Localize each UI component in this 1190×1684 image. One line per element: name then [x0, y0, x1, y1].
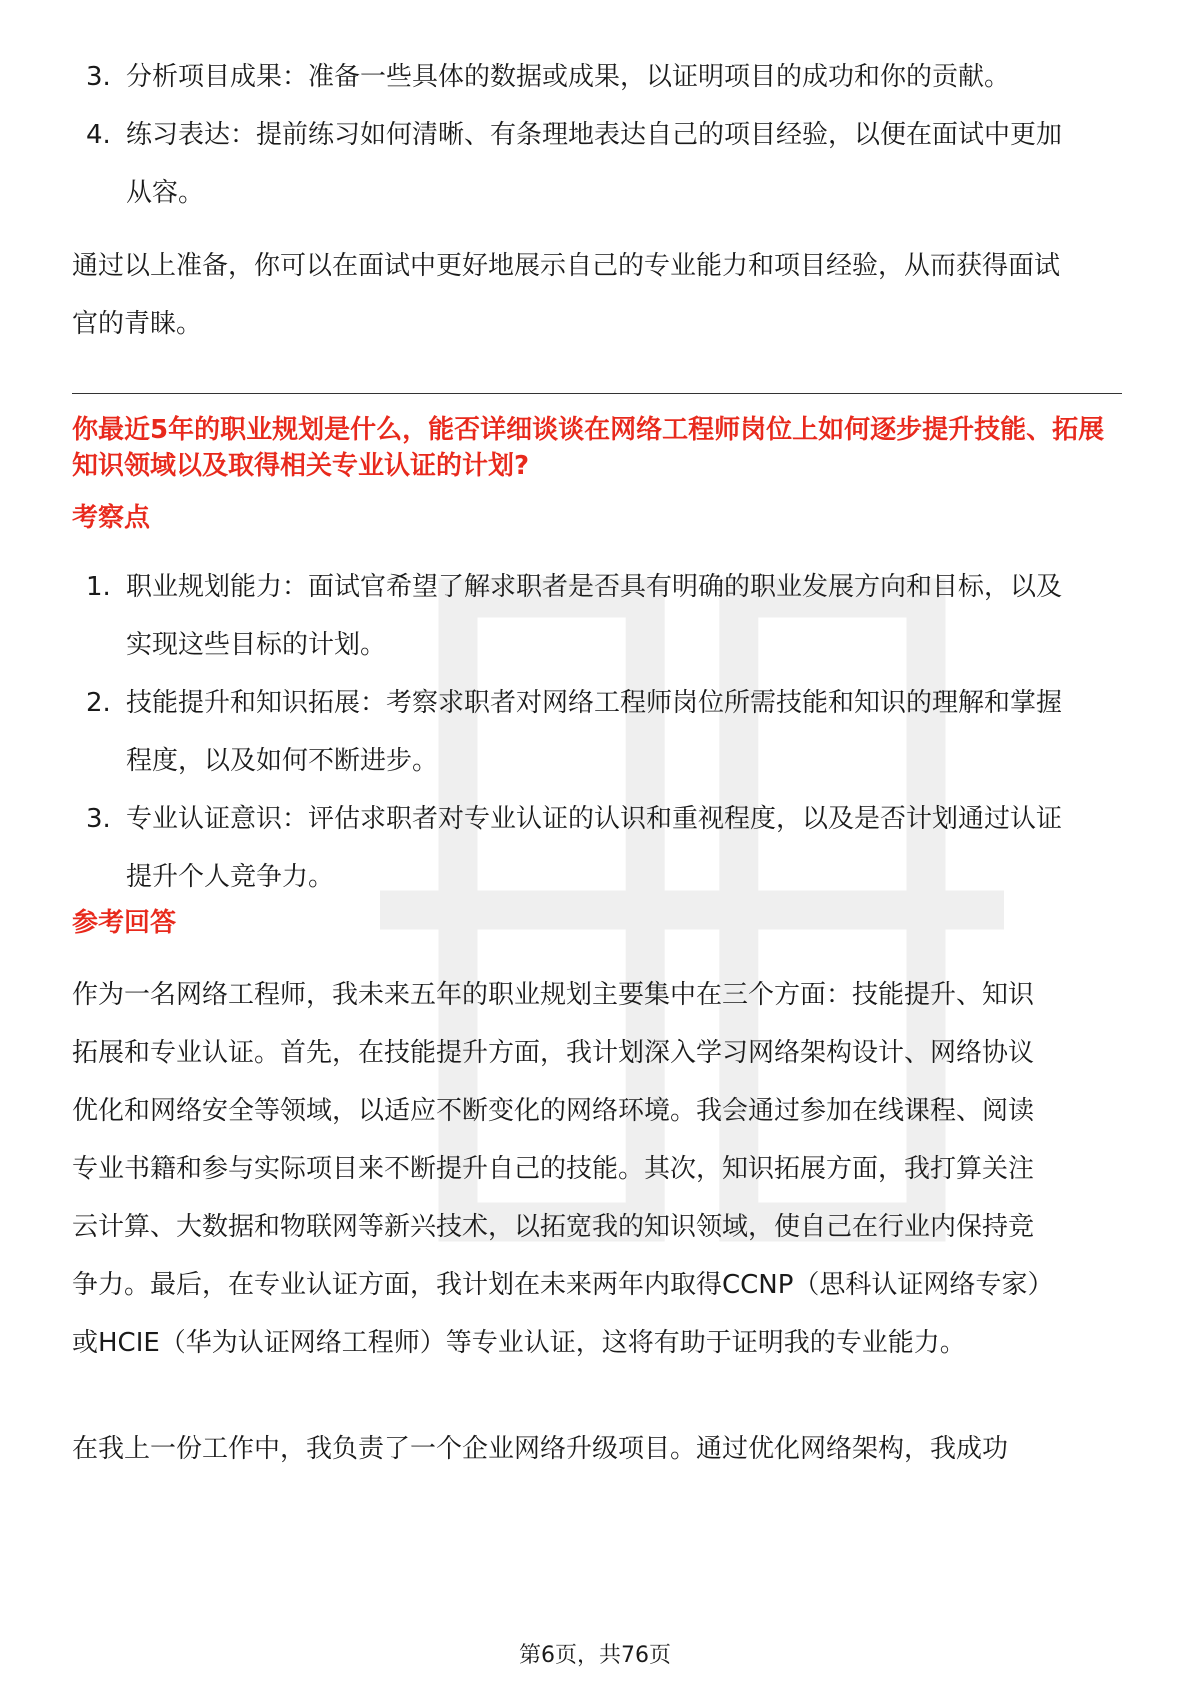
list-item [72, 674, 1072, 790]
list-number: 2. [86, 688, 111, 718]
top-list [72, 48, 1072, 222]
list-text: 职业规划能力：面试官希望了解求职者是否具有明确的职业发展方向和目标，以及实现这些目标的计划。 [126, 572, 1063, 660]
list-number: 1. [86, 572, 111, 602]
list-number: 4. [86, 120, 111, 150]
section-divider [72, 393, 1122, 394]
list-item [72, 106, 1072, 222]
answer-paragraph: 作为一名网络工程师，我未来五年的职业规划主要集中在三个方面：技能提升、知识拓展和专业认证。首先，在技能提升方面，我计划深入学习网络架构设计、网络协议优化和网络安全等领域，以适应不断变化的网络环境。我会通过参加在线课程、阅读专业书籍和参与实际项目来不断提升自己的技能。其次，知识拓展方面，我打算关注云计算、大数据和物联网等新兴技术，以拓宽我的知识领域，使自己在行业内保持竞争力。最后，在专业认证方面，我计划在未来两年内取得CCNP（思科认证网络专家）或HCIE（华为认证网络工程师）等专业认证，这将有助于证明我的专业能力。 [72, 980, 1041, 1358]
answer-heading: 参考回答 [72, 908, 177, 938]
answer-paragraph: 在我上一份工作中，我负责了一个企业网络升级项目。通过优化网络架构，我成功 [72, 1434, 1009, 1464]
conclusion-paragraph: 通过以上准备，你可以在面试中更好地展示自己的专业能力和项目经验，从而获得面试官的青睐。 [72, 251, 1061, 339]
exam-points-list [72, 558, 1072, 906]
list-item [72, 790, 1072, 906]
list-item [72, 48, 1072, 106]
list-text: 专业认证意识：评估求职者对专业认证的认识和重视程度，以及是否计划通过认证提升个人竞争力。 [126, 804, 1063, 892]
list-text: 练习表达：提前练习如何清晰、有条理地表达自己的项目经验，以便在面试中更加从容。 [126, 120, 1063, 208]
list-item [72, 558, 1072, 674]
page-footer: 第6页，共76页 [519, 1643, 671, 1668]
list-text: 分析项目成果：准备一些具体的数据或成果，以证明项目的成功和你的贡献。 [126, 62, 1011, 92]
question-title: 你最近5年的职业规划是什么，能否详细谈谈在网络工程师岗位上如何逐步提升技能、拓展知识领域以及取得相关专业认证的计划? [72, 415, 1105, 481]
exam-points-heading: 考察点 [72, 503, 151, 533]
list-text: 技能提升和知识拓展：考察求职者对网络工程师岗位所需技能和知识的理解和掌握程度，以及如何不断进步。 [126, 688, 1063, 776]
document-page [72, 0, 1122, 1684]
list-number: 3. [86, 62, 111, 92]
list-number: 3. [86, 804, 111, 834]
